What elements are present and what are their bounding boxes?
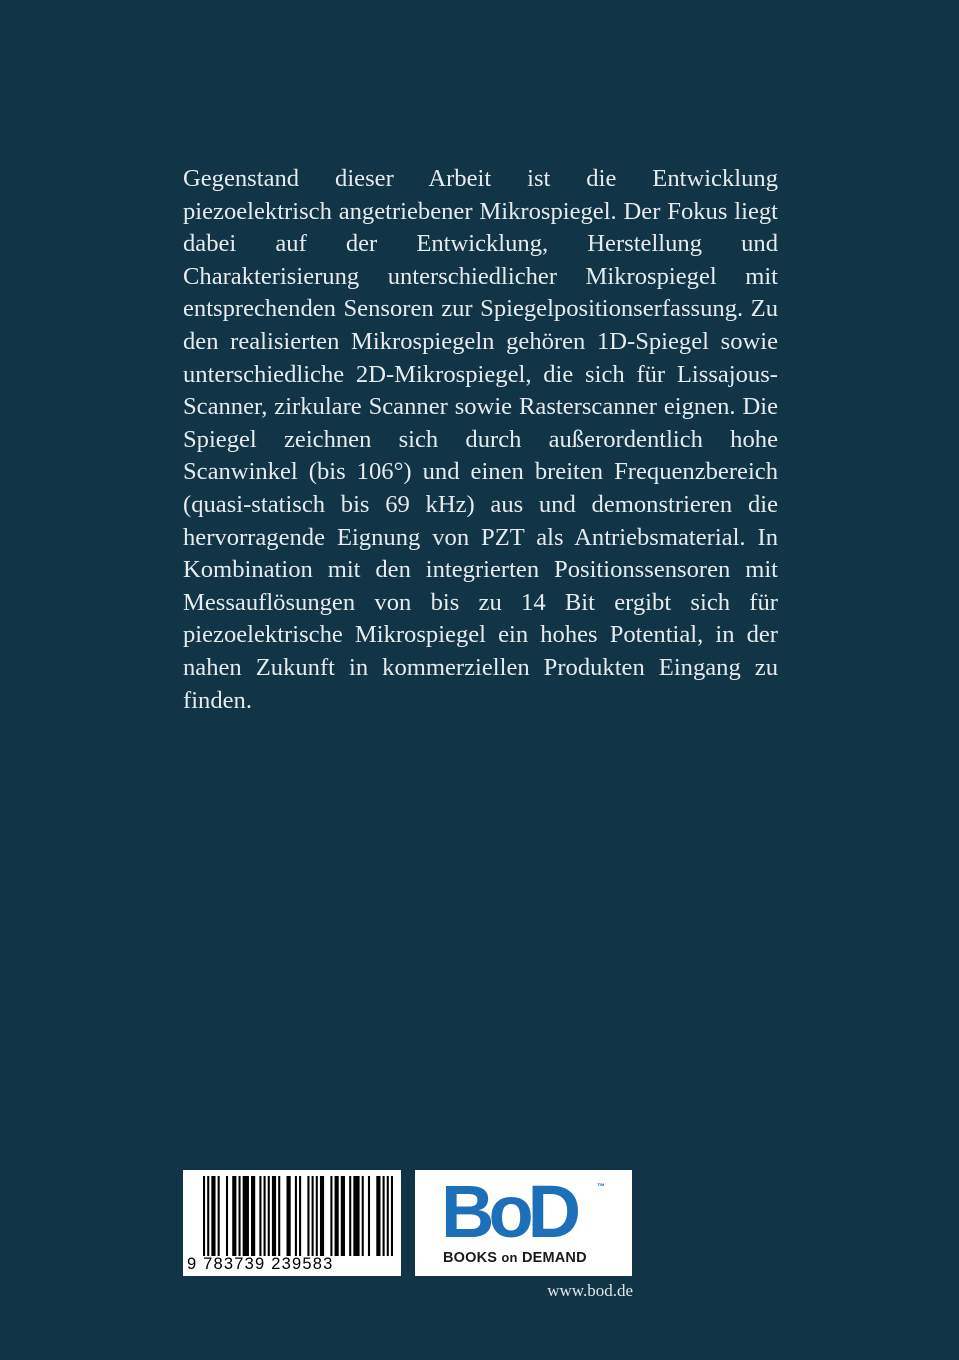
tagline-on: on xyxy=(501,1250,518,1265)
bod-logo xyxy=(415,1170,632,1276)
tagline-books: BOOKS xyxy=(443,1250,498,1266)
barcode-bars xyxy=(203,1176,393,1256)
bod-logo-wordmark: BoD xyxy=(441,1170,576,1253)
publisher-website[interactable]: www.bod.de xyxy=(547,1281,633,1300)
trademark-symbol: ™ xyxy=(597,1182,605,1191)
isbn-barcode xyxy=(183,1170,401,1276)
isbn-digits: 9 783739 239583 xyxy=(187,1255,334,1273)
tagline-demand: DEMAND xyxy=(521,1250,587,1266)
bod-tagline xyxy=(443,1250,587,1266)
back-cover-blurb: Gegenstand dieser Arbeit ist die Entwicklung piezoelektrisch angetriebener Mikrospiegel. Der Fokus liegt dabei auf der Entwicklung, Herstellung und Charakterisierung unterschiedlicher Mikrospiegel mit entsprechenden Sensoren zur Spiegelpositionserfassung. Zu den realisierten Mikrospiegeln gehören 1D-Spiegel sowie unterschiedliche 2D-Mikrospiegel, die sich für Lissajous-Scanner, zirkulare Scanner sowie Rasterscanner eignen. Die Spiegel zeichnen sich durch außerordentlich hohe Scanwinkel (bis 106°) und einen breiten Frequenzbereich (quasi-statisch bis 69 kHz) aus und demonstrieren die hervorragende Eignung von PZT als Antriebsmaterial. In Kombination mit den integrierten Positionssensoren mit Messauflösungen von bis zu 14 Bit ergibt sich für piezoelektrische Mikrospiegel ein hohes Potential, in der nahen Zukunft in kommerziellen Produkten Eingang zu finden. xyxy=(183,165,778,714)
